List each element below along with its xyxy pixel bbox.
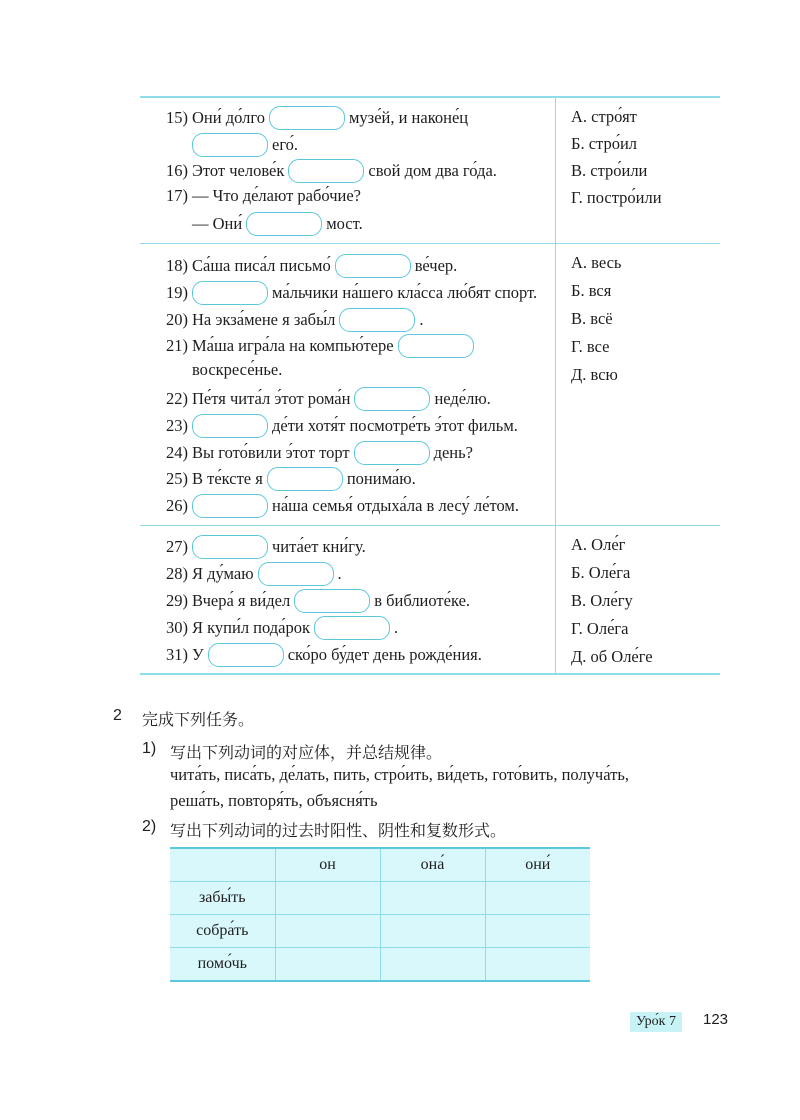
- table-header-row: [170, 848, 590, 882]
- verb-list-line-1: чита́ть, писа́ть, де́лать, пить, стро́ить, ви́деть, гото́вить, получа́ть,: [170, 765, 629, 784]
- table-row: [170, 882, 590, 915]
- task-title: 完成下列任务。: [142, 710, 255, 729]
- answer-blank[interactable]: [335, 254, 411, 278]
- answer-cell[interactable]: [275, 882, 380, 915]
- row-label: собра́ть: [170, 915, 275, 948]
- subtask-2-number: 2): [142, 818, 157, 835]
- answer-blank[interactable]: [258, 562, 334, 586]
- answer-blank[interactable]: [354, 441, 430, 465]
- answer-blank[interactable]: [398, 334, 474, 358]
- question-21-cont: воскресе́нье.: [192, 360, 283, 379]
- answer-cell[interactable]: [275, 915, 380, 948]
- answer-cell[interactable]: [275, 948, 380, 982]
- answer-blank[interactable]: [246, 212, 322, 236]
- answer-blank[interactable]: [192, 414, 268, 438]
- subtask-2-title: 写出下列动词的过去时阳性、阴性和复数形式。: [170, 821, 507, 840]
- lesson-badge: Уро́к 7: [630, 1012, 682, 1032]
- option-b: Б. Оле́га: [571, 563, 631, 582]
- option-c: В. всё: [571, 309, 613, 328]
- question-15-cont: его́.: [192, 135, 298, 157]
- table-divider: [140, 525, 720, 526]
- answer-blank[interactable]: [288, 159, 364, 183]
- past-tense-table: [170, 847, 590, 982]
- answer-cell[interactable]: [380, 948, 485, 982]
- task-number: 2: [113, 707, 122, 724]
- option-a: А. стро́ят: [571, 107, 637, 126]
- option-a: А. весь: [571, 253, 622, 272]
- option-b: Б. вся: [571, 281, 612, 300]
- answer-cell[interactable]: [380, 915, 485, 948]
- verb-list-line-2: реша́ть, повторя́ть, объясня́ть: [170, 791, 378, 810]
- header-cell: она́: [380, 848, 485, 882]
- answer-blank[interactable]: [267, 467, 343, 491]
- row-label: забы́ть: [170, 882, 275, 915]
- option-c: В. стро́или: [571, 161, 648, 180]
- answer-cell[interactable]: [485, 948, 590, 982]
- answer-blank[interactable]: [192, 281, 268, 305]
- subtask-1-number: 1): [142, 740, 157, 757]
- table-row: [170, 915, 590, 948]
- subtask-1-title: 写出下列动词的对应体，并总结规律。: [170, 743, 443, 762]
- header-cell: он: [275, 848, 380, 882]
- table-bottom-border: [140, 673, 720, 675]
- answer-blank[interactable]: [269, 106, 345, 130]
- answer-cell[interactable]: [380, 882, 485, 915]
- page-number: 123: [703, 1011, 729, 1028]
- table-divider: [140, 243, 720, 244]
- option-d: Г. все: [571, 337, 610, 356]
- answer-blank[interactable]: [354, 387, 430, 411]
- answer-cell[interactable]: [485, 882, 590, 915]
- answer-blank[interactable]: [294, 589, 370, 613]
- option-b: Б. стро́ил: [571, 134, 638, 153]
- column-divider: [555, 97, 556, 674]
- answer-blank[interactable]: [314, 616, 390, 640]
- header-cell: [170, 848, 275, 882]
- question-17-answer: — Они́ мост.: [192, 214, 363, 236]
- option-e: Д. всю: [571, 365, 618, 384]
- answer-blank[interactable]: [192, 494, 268, 518]
- option-d: Г. Оле́га: [571, 619, 629, 638]
- header-cell: они́: [485, 848, 590, 882]
- option-a: А. Оле́г: [571, 535, 626, 554]
- table-row: [170, 948, 590, 982]
- option-e: Д. об Оле́ге: [571, 647, 653, 666]
- row-label: помо́чь: [170, 948, 275, 982]
- answer-blank[interactable]: [192, 535, 268, 559]
- answer-blank[interactable]: [192, 133, 268, 157]
- answer-blank[interactable]: [208, 643, 284, 667]
- option-d: Г. постро́или: [571, 188, 662, 207]
- answer-blank[interactable]: [339, 308, 415, 332]
- answer-cell[interactable]: [485, 915, 590, 948]
- table-top-border: [140, 96, 720, 98]
- option-c: В. Оле́гу: [571, 591, 633, 610]
